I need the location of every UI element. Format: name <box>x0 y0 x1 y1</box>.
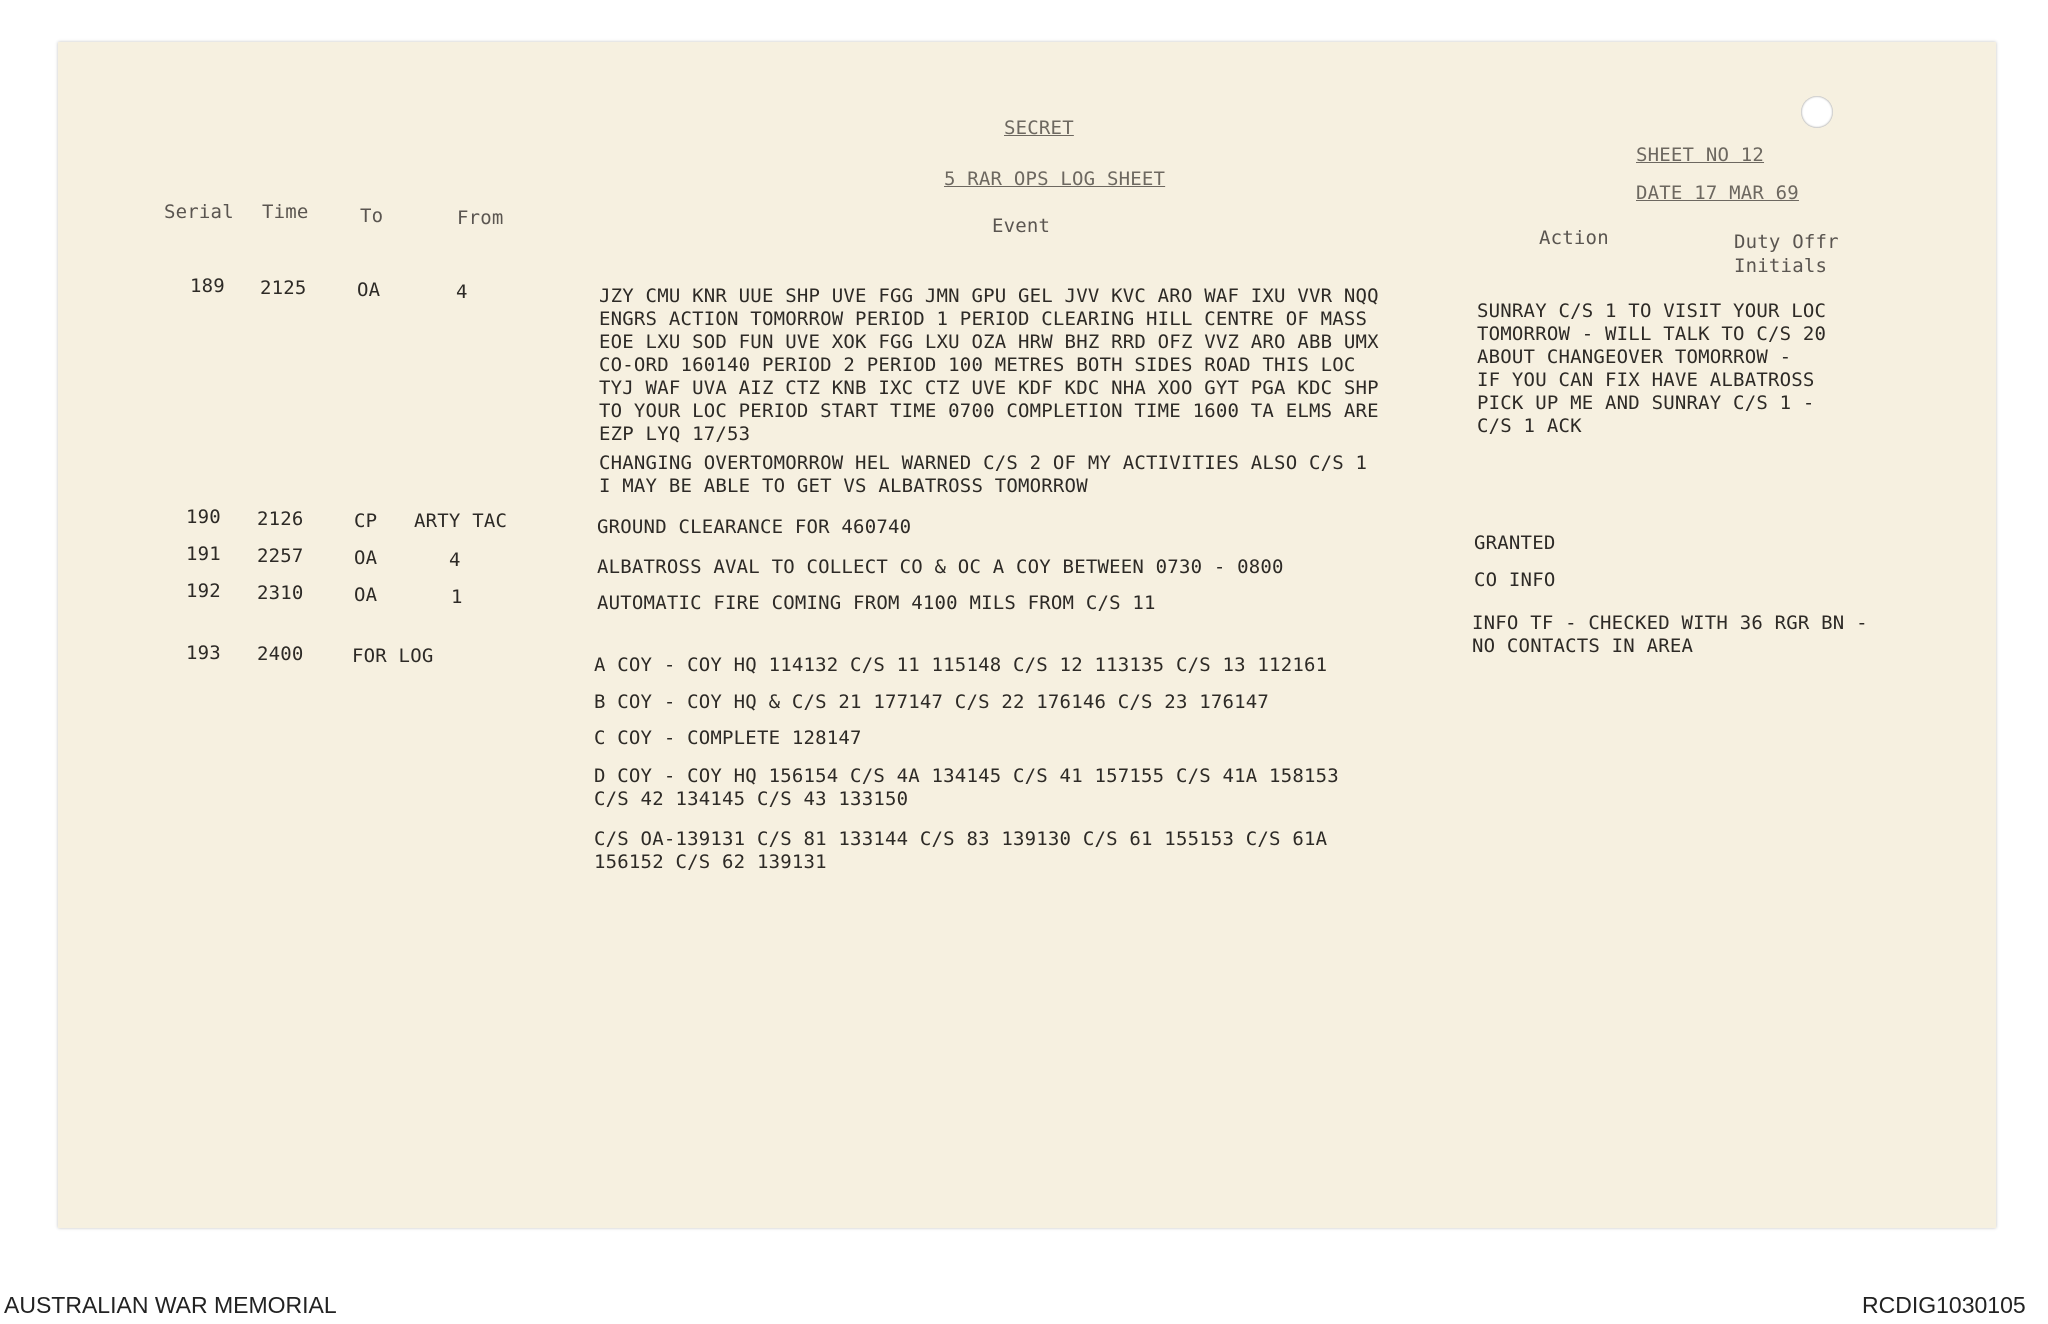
action-line: NO CONTACTS IN AREA <box>1472 635 1694 657</box>
col-serial: Serial <box>164 201 234 223</box>
event-line: EZP LYQ 17/53 <box>599 423 751 445</box>
event-line: D COY - COY HQ 156154 C/S 4A 134145 C/S 41 157155 C/S 41A 158153 <box>594 765 1339 787</box>
event-line: C/S OA-139131 C/S 81 133144 C/S 83 139130 C/S 61 155153 C/S 61A <box>594 828 1328 850</box>
event-line: CHANGING OVERTOMORROW HEL WARNED C/S 2 OF MY ACTIVITIES ALSO C/S 1 <box>599 452 1368 474</box>
record-id: RCDIG1030105 <box>1862 1292 2026 1318</box>
punch-hole <box>1801 96 1833 128</box>
entry-time: 2400 <box>257 643 304 665</box>
event-line: JZY CMU KNR UUE SHP UVE FGG JMN GPU GEL JVV KVC ARO WAF IXU VVR NQQ <box>599 285 1379 307</box>
entry-time: 2257 <box>257 545 304 567</box>
col-time: Time <box>262 201 309 223</box>
entry-to: OA <box>354 547 378 569</box>
sheet-title: 5 RAR OPS LOG SHEET <box>944 168 1166 190</box>
action-line: INFO TF - CHECKED WITH 36 RGR BN - <box>1472 612 1868 634</box>
event-line: B COY - COY HQ & C/S 21 177147 C/S 22 176146 C/S 23 176147 <box>594 691 1270 713</box>
col-duty-offr: Duty Offr <box>1734 231 1839 253</box>
event-line: ALBATROSS AVAL TO COLLECT CO & OC A COY BETWEEN 0730 - 0800 <box>597 556 1284 578</box>
event-line: EOE LXU SOD FUN UVE XOK FGG LXU OZA HRW BHZ RRD OFZ VVZ ARO ABB UMX <box>599 331 1379 353</box>
event-line: 156152 C/S 62 139131 <box>594 851 827 873</box>
col-event: Event <box>992 215 1051 237</box>
action-line: IF YOU CAN FIX HAVE ALBATROSS <box>1477 369 1815 391</box>
event-line: GROUND CLEARANCE FOR 460740 <box>597 516 912 538</box>
entry-time: 2126 <box>257 508 304 530</box>
entry-to: OA <box>354 584 378 606</box>
sheet-number: SHEET NO 12 <box>1636 144 1765 166</box>
col-to: To <box>360 205 384 227</box>
action-line: CO INFO <box>1474 569 1556 591</box>
archive-credit: AUSTRALIAN WAR MEMORIAL <box>4 1292 337 1318</box>
event-line: CO-ORD 160140 PERIOD 2 PERIOD 100 METRES BOTH SIDES ROAD THIS LOC <box>599 354 1356 376</box>
entry-to: CP <box>354 510 378 532</box>
entry-serial: 192 <box>186 580 221 602</box>
action-line: C/S 1 ACK <box>1477 415 1582 437</box>
classification: SECRET <box>1004 117 1074 139</box>
entry-from: 4 <box>456 281 468 303</box>
action-line: TOMORROW - WILL TALK TO C/S 20 <box>1477 323 1827 345</box>
action-line: PICK UP ME AND SUNRAY C/S 1 - <box>1477 392 1815 414</box>
event-line: C/S 42 134145 C/S 43 133150 <box>594 788 909 810</box>
action-line: ABOUT CHANGEOVER TOMORROW - <box>1477 346 1792 368</box>
entry-serial: 193 <box>186 642 221 664</box>
entry-from: 4 <box>449 549 461 571</box>
entry-from: ARTY TAC <box>414 510 508 532</box>
entry-serial: 190 <box>186 506 221 528</box>
entry-serial: 189 <box>190 275 225 297</box>
entry-to: FOR LOG <box>352 645 434 667</box>
event-line: TO YOUR LOC PERIOD START TIME 0700 COMPLETION TIME 1600 TA ELMS ARE <box>599 400 1379 422</box>
entry-time: 2125 <box>260 277 307 299</box>
event-line: ENGRS ACTION TOMORROW PERIOD 1 PERIOD CLEARING HILL CENTRE OF MASS <box>599 308 1368 330</box>
col-from: From <box>457 207 504 229</box>
action-line: SUNRAY C/S 1 TO VISIT YOUR LOC <box>1477 300 1827 322</box>
event-line: A COY - COY HQ 114132 C/S 11 115148 C/S 12 113135 C/S 13 112161 <box>594 654 1328 676</box>
event-line: C COY - COMPLETE 128147 <box>594 727 862 749</box>
entry-serial: 191 <box>186 543 221 565</box>
entry-time: 2310 <box>257 582 304 604</box>
entry-to: OA <box>357 279 381 301</box>
event-line: TYJ WAF UVA AIZ CTZ KNB IXC CTZ UVE KDF KDC NHA XOO GYT PGA KDC SHP <box>599 377 1379 399</box>
entry-from: 1 <box>451 586 463 608</box>
action-line: GRANTED <box>1474 532 1556 554</box>
sheet-date: DATE 17 MAR 69 <box>1636 182 1799 204</box>
col-initials: Initials <box>1734 255 1828 277</box>
col-action: Action <box>1539 227 1609 249</box>
event-line: I MAY BE ABLE TO GET VS ALBATROSS TOMORROW <box>599 475 1088 497</box>
event-line: AUTOMATIC FIRE COMING FROM 4100 MILS FROM C/S 11 <box>597 592 1156 614</box>
